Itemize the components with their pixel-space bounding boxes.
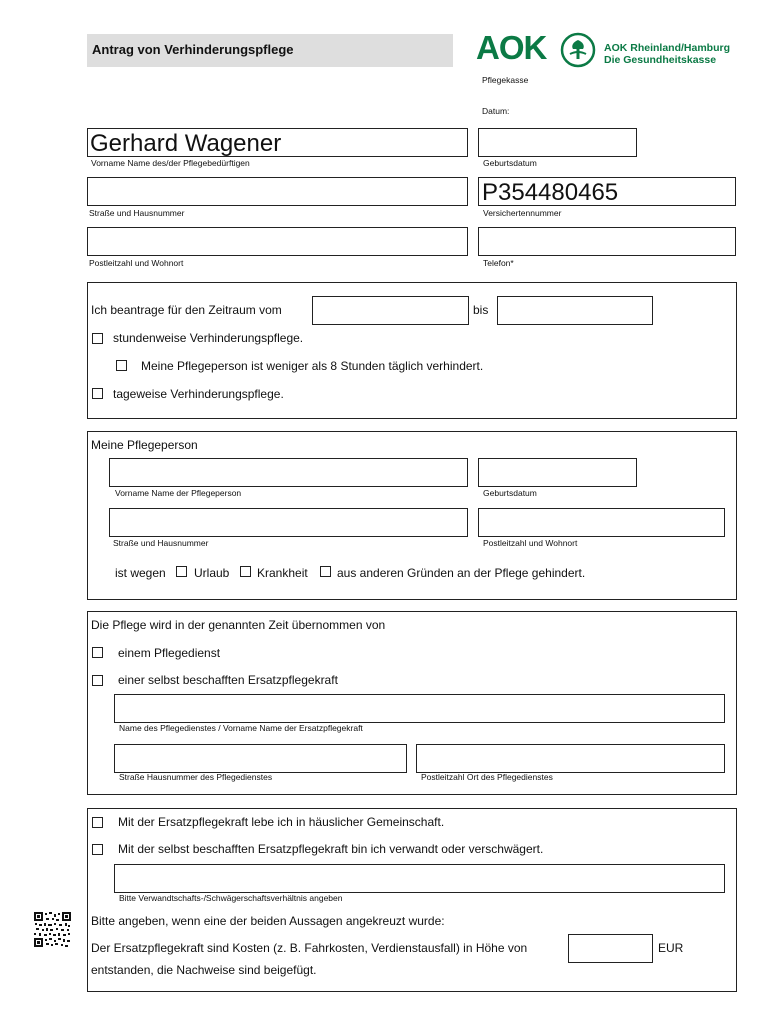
insured-postal-field[interactable] [87,227,468,256]
relationship-label: Bitte Verwandtschafts-/Schwägerschaftsverhältnis angeben [119,893,343,903]
logo-line-2: Die Gesundheitskasse [604,54,717,66]
carer-name-field[interactable] [114,694,725,723]
period-intro: Ich beantrage für den Zeitraum vom [91,303,282,317]
logo-tagline [604,42,730,66]
phone-label: Telefon* [483,258,514,268]
care-service-label: einem Pflegedienst [118,646,221,660]
under-8h-label: Meine Pflegeperson ist weniger als 8 Stunden täglich verhindert. [141,359,484,373]
costs-text-line2: entstanden, die Nachweise sind beigefügt. [91,963,317,977]
period-from-field[interactable] [312,296,469,325]
related-checkbox[interactable] [92,844,103,855]
instruction-text: Bitte angeben, wenn eine der beiden Aussagen angekreuzt wurde: [91,914,445,928]
carer-postal-label: Postleitzahl Ort des Pflegedienstes [421,772,553,782]
under-8h-checkbox[interactable] [116,360,127,371]
insurer-label: Pflegekasse [482,75,529,85]
household-checkbox[interactable] [92,817,103,828]
daily-care-label: tageweise Verhinderungspflege. [113,387,284,401]
care-service-checkbox[interactable] [92,647,103,658]
carer-street-field[interactable] [114,744,407,773]
date-label: Datum: [482,106,510,116]
insured-name-field[interactable] [87,128,468,157]
caregiver-birthdate-field[interactable] [478,458,637,487]
reason-prefix: ist wegen [115,566,166,580]
caregiver-street-label: Straße und Hausnummer [113,538,209,548]
insured-postal-label: Postleitzahl und Wohnort [89,258,184,268]
illness-checkbox[interactable] [240,566,251,577]
period-to-field[interactable] [497,296,653,325]
other-reason-checkbox[interactable] [320,566,331,577]
self-carer-checkbox[interactable] [92,675,103,686]
illness-label: Krankheit [257,566,308,580]
caregiver-name-label: Vorname Name der Pflegeperson [115,488,242,498]
insured-street-field[interactable] [87,177,468,206]
vacation-label: Urlaub [194,566,230,580]
self-carer-label: einer selbst beschafften Ersatzpflegekraft [118,673,338,687]
insured-birthdate-field[interactable] [478,128,637,157]
insurance-number-label: Versichertennummer [483,208,562,218]
other-reason-label: aus anderen Gründen an der Pflege gehindert. [337,566,586,580]
aok-logo-word: AOK [476,29,547,66]
aok-tree-logo-icon [560,32,596,68]
relationship-field[interactable] [114,864,725,893]
caregiver-postal-field[interactable] [478,508,725,537]
hourly-care-checkbox[interactable] [92,333,103,344]
insured-name-label: Vorname Name des/der Pflegebedürftigen [91,158,250,168]
carer-postal-field[interactable] [416,744,725,773]
insurance-number-field[interactable] [478,177,736,206]
logo-line-1: AOK Rheinland/Hamburg [604,42,731,54]
vacation-checkbox[interactable] [176,566,187,577]
caregiver-name-field[interactable] [109,458,468,487]
phone-field[interactable] [478,227,736,256]
insured-name-value: Gerhard Wagener [90,130,282,157]
insurance-number-value: P354480465 [482,179,619,206]
daily-care-checkbox[interactable] [92,388,103,399]
hourly-care-label: stundenweise Verhinderungspflege. [113,331,304,345]
costs-text-line1: Der Ersatzpflegekraft sind Kosten (z. B. Fahrkosten, Verdienstausfall) in Höhe von [91,941,528,955]
carer-name-label: Name des Pflegedienstes / Vorname Name der Ersatzpflegekraft [119,723,363,733]
insured-birthdate-label: Geburtsdatum [483,158,537,168]
page-title: Antrag von Verhinderungspflege [92,42,294,57]
caregiver-heading: Meine Pflegeperson [91,438,198,452]
related-label: Mit der selbst beschafften Ersatzpflegekraft bin ich verwandt oder verschwägert. [118,842,544,856]
currency-label: EUR [658,941,684,955]
caregiver-postal-label: Postleitzahl und Wohnort [483,538,578,548]
costs-amount-field[interactable] [568,934,653,963]
carer-street-label: Straße Hausnummer des Pflegedienstes [119,772,273,782]
caregiver-birthdate-label: Geburtsdatum [483,488,537,498]
caregiver-street-field[interactable] [109,508,468,537]
insured-street-label: Straße und Hausnummer [89,208,185,218]
care-by-heading: Die Pflege wird in der genannten Zeit übernommen von [91,618,386,632]
period-bis-label: bis [473,303,489,317]
qr-code-icon [34,912,71,947]
household-label: Mit der Ersatzpflegekraft lebe ich in häuslicher Gemeinschaft. [118,815,445,829]
